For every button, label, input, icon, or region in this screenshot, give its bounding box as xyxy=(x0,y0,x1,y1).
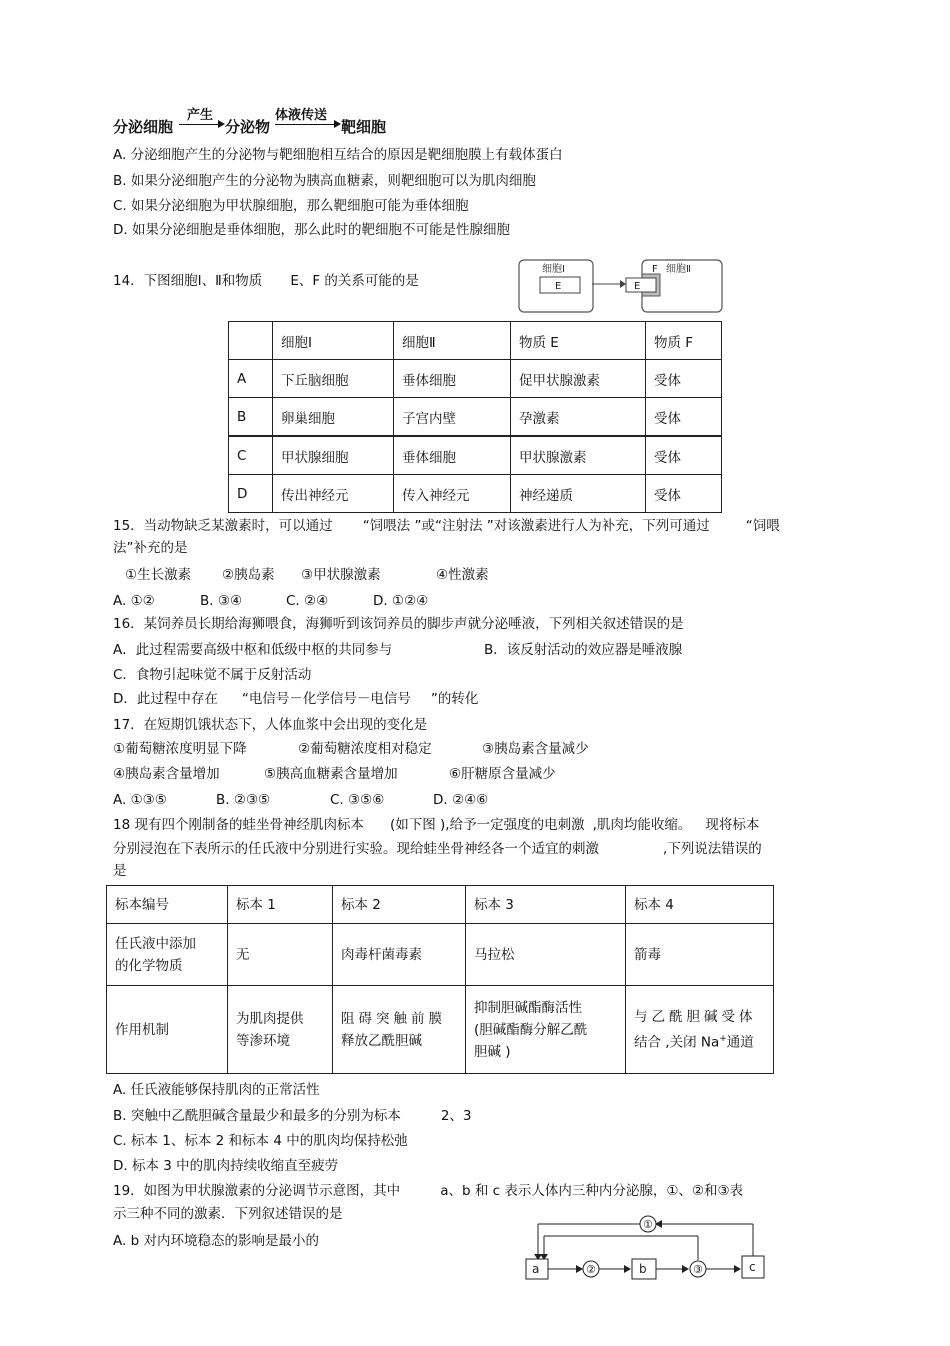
q15-choice-b: B. ③④ xyxy=(200,593,243,609)
table-cell: 受体 xyxy=(646,360,722,398)
flow-arrow2-label: 体液传送 xyxy=(275,108,328,123)
q17-item-2: ②葡萄糖浓度相对稳定 xyxy=(298,741,432,757)
q13-option-a: A. 分泌细胞产生的分泌物与靶细胞相互结合的原因是靶细胞膜上有载体蛋白 xyxy=(113,147,563,163)
table-cell: 箭毒 xyxy=(626,924,774,986)
table-cell: 传入神经元 xyxy=(394,475,511,513)
hormone-1-label: ① xyxy=(643,1218,653,1231)
q17-item-6: ⑥肝糖原含量减少 xyxy=(449,766,556,782)
gland-a-label: a xyxy=(532,1262,540,1276)
q13-option-b: B. 如果分泌细胞产生的分泌物为胰高血糖素，则靶细胞可以为肌肉细胞 xyxy=(113,173,536,189)
cell1-e-label: E xyxy=(555,281,562,292)
table-cell: 促甲状腺激素 xyxy=(511,360,646,398)
table-cell: 卵巢细胞 xyxy=(273,398,394,437)
q17-item-1: ①葡萄糖浓度明显下降 xyxy=(113,741,247,757)
flow-arrow1-icon xyxy=(179,124,223,125)
table-cell: 马拉松 xyxy=(466,924,626,986)
q15-item-3: ③甲状腺激素 xyxy=(301,567,381,583)
q17-item-5: ⑤胰高血糖素含量增加 xyxy=(264,766,398,782)
q18-line1: 18 现有四个刚制备的蛙坐骨神经肌肉标本 (如下图 ),给予一定强度的电刺激 ,肌肉均能收缩。 现将标本 xyxy=(113,817,760,833)
cell1-label: 细胞Ⅰ xyxy=(542,264,565,275)
q17-choice-a: A. ①③⑤ xyxy=(113,792,167,808)
q13-option-d: D. 如果分泌细胞是垂体细胞，那么此时的靶细胞不可能是性腺细胞 xyxy=(113,222,510,238)
q17-item-3: ③胰岛素含量减少 xyxy=(482,741,589,757)
table-cell: 阻碍突触前膜 释放乙酰胆碱 xyxy=(333,986,466,1074)
f-label: F xyxy=(652,264,658,275)
hormone-2-label: ② xyxy=(586,1263,596,1276)
flow-secreting-cell: 分泌细胞 xyxy=(113,118,174,136)
table-cell xyxy=(229,322,273,360)
table-row xyxy=(107,924,774,986)
table-header-row xyxy=(229,322,722,360)
table-row xyxy=(229,436,722,475)
table-cell: A xyxy=(229,360,273,398)
table-row xyxy=(229,360,722,398)
q16-option-a: A．此过程需要高级中枢和低级中枢的共同参与 xyxy=(113,642,393,658)
table-cell: 抑制胆碱酯酶活性 (胆碱酯酶分解乙酰 胆碱 ) xyxy=(466,986,626,1074)
table-row xyxy=(107,986,774,1074)
q17-choice-d: D. ②④⑥ xyxy=(433,792,489,808)
q19-line1: 19．如图为甲状腺激素的分泌调节示意图，其中 a、b 和 c 表示人体内三种内分泌腺，①、②和③表 xyxy=(113,1183,744,1199)
table-cell: 受体 xyxy=(646,398,722,437)
table-cell: B xyxy=(229,398,273,437)
table-cell: 受体 xyxy=(646,475,722,513)
flow-arrow2-icon xyxy=(275,124,339,125)
q18-option-b: B. 突触中乙酰胆碱含量最少和最多的分别为标本 2、3 xyxy=(113,1108,472,1124)
table-cell: 孕激素 xyxy=(511,398,646,437)
flow-target-cell: 靶细胞 xyxy=(341,118,387,136)
q17-item-4: ④胰岛素含量增加 xyxy=(113,766,220,782)
table-cell: 物质 F xyxy=(646,322,722,360)
q15-item-4: ④性激素 xyxy=(436,567,489,583)
table-cell: 标本 3 xyxy=(466,886,626,924)
table-cell: 传出神经元 xyxy=(273,475,394,513)
q17-choice-c: C. ③⑤⑥ xyxy=(330,792,385,808)
table-cell: 甲状腺细胞 xyxy=(273,436,394,475)
table-cell: 标本 4 xyxy=(626,886,774,924)
q16-option-d: D．此过程中存在 “电信号－化学信号－电信号 ”的转化 xyxy=(113,691,479,707)
table-cell: 与乙酰胆碱受体 结合 ,关闭 Na+通道 xyxy=(626,986,774,1074)
q16-option-b: B．该反射活动的效应器是唾液腺 xyxy=(484,642,683,658)
table-cell: 细胞Ⅰ xyxy=(273,322,394,360)
table-row xyxy=(229,475,722,513)
q15-item-1: ①生长激素 xyxy=(125,567,192,583)
q16-option-c: C．食物引起味觉不属于反射活动 xyxy=(113,667,312,683)
q18-line3: 是 xyxy=(113,863,127,879)
q18-option-a: A. 任氏液能够保持肌肉的正常活性 xyxy=(113,1082,320,1098)
q15-line2: 法”补充的是 xyxy=(113,540,188,556)
q15-choice-a: A. ①② xyxy=(113,593,155,609)
table-cell: 垂体细胞 xyxy=(394,360,511,398)
gland-c-label: c xyxy=(749,1260,756,1274)
q15-choice-d: D. ①②④ xyxy=(373,593,429,609)
cell2-e-box xyxy=(626,278,656,292)
table-cell: 细胞Ⅱ xyxy=(394,322,511,360)
flow-secretion: 分泌物 xyxy=(225,118,271,136)
table-cell: 甲状腺激素 xyxy=(511,436,646,475)
q14-stem: 14．下图细胞Ⅰ、Ⅱ和物质 E、F 的关系可能的是 xyxy=(113,273,419,289)
q19-option-a: A. b 对内环境稳态的影响是最小的 xyxy=(113,1233,319,1249)
q14-cell-diagram xyxy=(518,258,724,314)
q19-regulation-diagram xyxy=(520,1212,770,1284)
q19-line2: 示三种不同的激素．下列叙述错误的是 xyxy=(113,1206,343,1222)
q18-table xyxy=(106,885,774,1074)
q15-line1: 15．当动物缺乏某激素时，可以通过 “饲喂法 ”或“注射法 ”对该激素进行人为补充，下列可通过 “饲喂 xyxy=(113,518,780,534)
table-cell: 标本 1 xyxy=(228,886,333,924)
q16-stem: 16．某饲养员长期给海狮喂食，海狮听到该饲养员的脚步声就分泌唾液，下列相关叙述错误的是 xyxy=(113,616,684,632)
table-cell: D xyxy=(229,475,273,513)
q18-line2: 分别浸泡在下表所示的任氏液中分别进行实验。现给蛙坐骨神经各一个适宜的刺激 ,下列说法错误的 xyxy=(113,841,762,857)
cell2-e-label: E xyxy=(634,281,641,292)
table-cell: 子宫内壁 xyxy=(394,398,511,437)
q14-table xyxy=(228,321,722,513)
table-cell: 垂体细胞 xyxy=(394,436,511,475)
table-cell: 神经递质 xyxy=(511,475,646,513)
q17-choice-b: B. ②③⑤ xyxy=(216,792,271,808)
flow-arrow1-label: 产生 xyxy=(187,108,214,123)
table-cell: 物质 E xyxy=(511,322,646,360)
cell2-label: 细胞Ⅱ xyxy=(666,264,691,275)
table-cell: 下丘脑细胞 xyxy=(273,360,394,398)
table-cell: 肉毒杆菌毒素 xyxy=(333,924,466,986)
q18-option-d: D. 标本 3 中的肌肉持续收缩直至疲劳 xyxy=(113,1158,339,1174)
table-cell: 作用机制 xyxy=(107,986,228,1074)
table-header-row xyxy=(107,886,774,924)
table-cell: 任氏液中添加 的化学物质 xyxy=(107,924,228,986)
q17-stem: 17．在短期饥饿状态下，人体血浆中会出现的变化是 xyxy=(113,717,428,733)
hormone-3-label: ③ xyxy=(693,1263,703,1276)
table-cell: 标本编号 xyxy=(107,886,228,924)
table-cell: C xyxy=(229,436,273,475)
q13-option-c: C. 如果分泌细胞为甲状腺细胞，那么靶细胞可能为垂体细胞 xyxy=(113,198,469,214)
gland-b-label: b xyxy=(639,1262,647,1276)
table-cell: 无 xyxy=(228,924,333,986)
table-cell: 为肌肉提供 等渗环境 xyxy=(228,986,333,1074)
q15-choice-c: C. ②④ xyxy=(286,593,329,609)
q18-option-c: C. 标本 1、标本 2 和标本 4 中的肌肉均保持松弛 xyxy=(113,1133,408,1149)
table-cell: 标本 2 xyxy=(333,886,466,924)
table-cell: 受体 xyxy=(646,436,722,475)
q15-item-2: ②胰岛素 xyxy=(222,567,275,583)
table-row xyxy=(229,398,722,437)
